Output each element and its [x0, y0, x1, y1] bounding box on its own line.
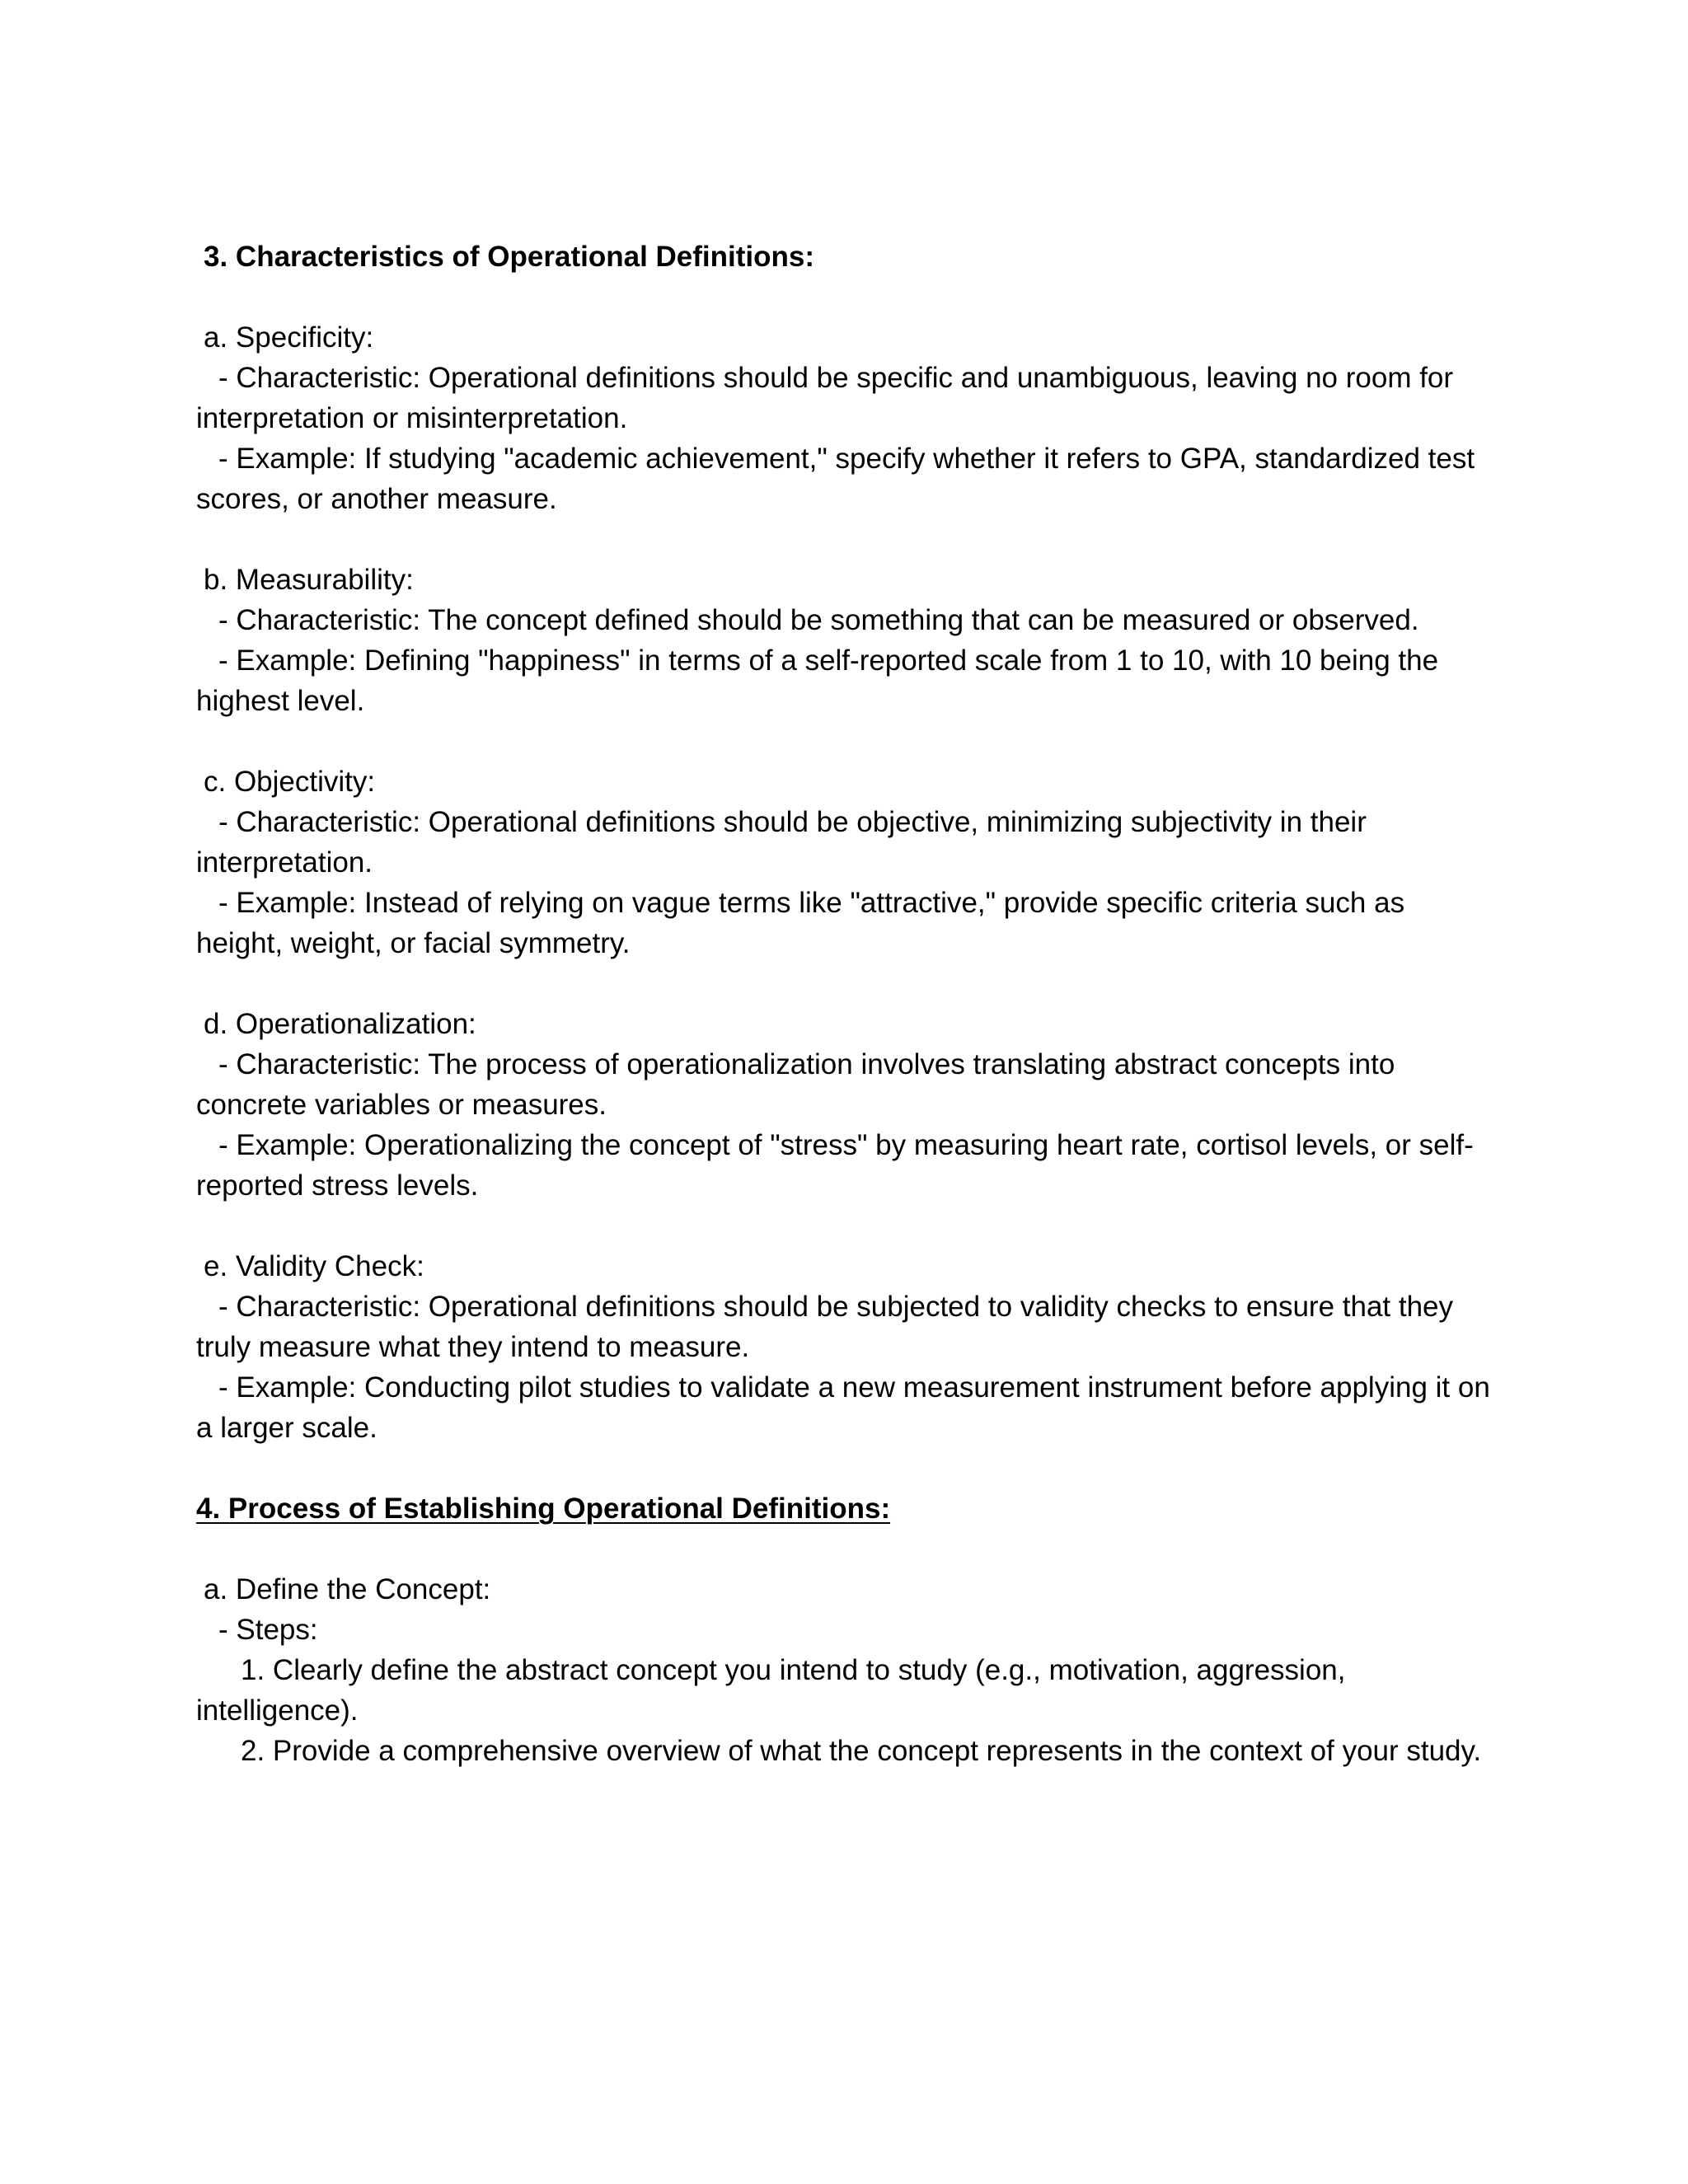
characteristic-text: - Characteristic: The concept defined should be something that can be measured or observed.	[218, 604, 1419, 636]
example-text: - Example: If studying "academic achievement," specify whether it refers to GPA, standardized test scores, or another measure.	[196, 443, 1475, 515]
example-text: - Example: Operationalizing the concept of "stress" by measuring heart rate, cortisol levels, or self-reported stress levels.	[196, 1129, 1474, 1202]
characteristic-text: - Characteristic: Operational definitions should be subjected to validity checks to ensure that they truly measure what they intend to measure.	[196, 1291, 1454, 1363]
subsection-label-objectivity: c. Objectivity:	[204, 766, 376, 798]
spacer	[196, 1529, 1498, 1569]
example-text: - Example: Defining "happiness" in terms of a self-reported scale from 1 to 10, with 10 being the highest level.	[196, 644, 1439, 717]
characteristic-text: - Characteristic: Operational definitions should be objective, minimizing subjectivity in their interpretation.	[196, 806, 1367, 879]
spacer	[196, 963, 1498, 1004]
document-content	[196, 237, 1498, 1771]
characteristic-text: - Characteristic: The process of operationalization involves translating abstract concepts into concrete variables or measures.	[196, 1048, 1395, 1121]
section-4-heading: 4. Process of Establishing Operational Definitions:	[196, 1493, 891, 1525]
subsection-label-operationalization: d. Operationalization:	[204, 1008, 476, 1040]
spacer	[196, 721, 1498, 762]
subsection-label-specificity: a. Specificity:	[204, 321, 374, 354]
step-item: 1. Clearly define the abstract concept you intend to study (e.g., motivation, aggression, intelligence).	[196, 1654, 1346, 1727]
spacer	[196, 1206, 1498, 1246]
spacer	[196, 277, 1498, 317]
example-text: - Example: Conducting pilot studies to validate a new measurement instrument before applying it on a larger scale.	[196, 1371, 1490, 1444]
section-3-heading: 3. Characteristics of Operational Definitions:	[204, 241, 814, 273]
spacer	[196, 519, 1498, 560]
subsection-label-define-concept: a. Define the Concept:	[204, 1573, 491, 1605]
steps-label: - Steps:	[218, 1614, 318, 1646]
step-item: 2. Provide a comprehensive overview of what the concept represents in the context of your study.	[241, 1735, 1482, 1767]
characteristic-text: - Characteristic: Operational definitions should be specific and unambiguous, leaving no room for interpretation or misinterpretation.	[196, 362, 1454, 434]
subsection-label-validity-check: e. Validity Check:	[204, 1250, 424, 1282]
spacer	[196, 1448, 1498, 1488]
subsection-label-measurability: b. Measurability:	[204, 564, 414, 596]
example-text: - Example: Instead of relying on vague terms like "attractive," provide specific criteria such as height, weight, or facial symmetry.	[196, 887, 1405, 959]
